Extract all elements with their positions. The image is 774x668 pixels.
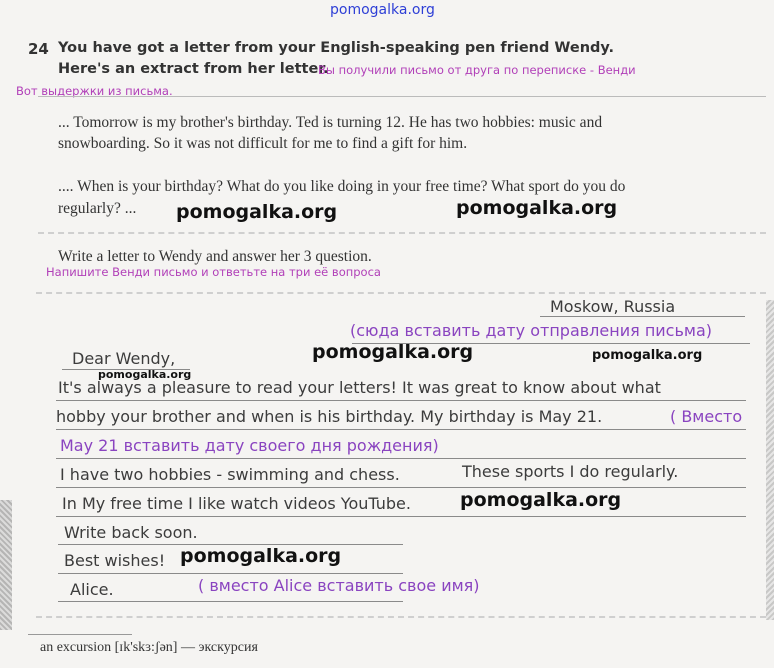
watermark: pomogalka.org bbox=[98, 368, 192, 381]
scan-edge bbox=[766, 300, 774, 620]
exercise-number: 24 bbox=[28, 40, 49, 58]
birthday-note-2: May 21 вставить дату своего дня рождения) bbox=[60, 436, 439, 455]
watermark: pomogalka.org bbox=[180, 545, 342, 567]
instruction-text: Write a letter to Wendy and answer her 3 question. bbox=[58, 248, 372, 265]
ru-note-2: Вот выдержки из письма. bbox=[16, 84, 173, 98]
task-line-2: Here's an extract from her letter. bbox=[58, 61, 329, 77]
writing-line bbox=[540, 316, 745, 317]
writing-line bbox=[58, 573, 403, 574]
task-line-1: You have got a letter from your English-speaking pen friend Wendy. bbox=[58, 40, 615, 56]
site-watermark-top: pomogalka.org bbox=[330, 2, 435, 18]
watermark: pomogalka.org bbox=[312, 341, 474, 363]
scan-edge bbox=[0, 500, 12, 630]
letter-line-2: hobby your brother and when is his birthday. My birthday is May 21. bbox=[56, 407, 603, 426]
ru-note-1: Вы получили письмо от друга по переписке - Венди bbox=[318, 63, 636, 77]
letter-line-1: It's always a pleasure to read your letters! It was great to know about what bbox=[58, 378, 661, 397]
letter-line-7: Best wishes! bbox=[64, 551, 166, 570]
writing-line bbox=[58, 601, 403, 602]
watermark: pomogalka.org bbox=[592, 348, 703, 363]
footnote-rule bbox=[28, 634, 132, 635]
watermark: pomogalka.org bbox=[176, 201, 338, 223]
watermark: pomogalka.org bbox=[460, 489, 622, 511]
letter-line-6: Write back soon. bbox=[64, 523, 198, 542]
signature-note: ( вместо Alice вставить свое имя) bbox=[198, 576, 480, 595]
date-note: (сюда вставить дату отправления письма) bbox=[350, 321, 713, 340]
letter-line-4a: I have two hobbies - swimming and chess. bbox=[60, 465, 400, 484]
instruction-ru: Напишите Венди письмо и ответьте на три её вопроса bbox=[46, 265, 381, 279]
letter-place: Moskow, Russia bbox=[550, 297, 676, 316]
writing-line bbox=[56, 487, 746, 488]
letter-greeting: Dear Wendy, bbox=[72, 349, 176, 368]
extract-line-1: ... Tomorrow is my brother's birthday. Ted is turning 12. He has two hobbies: music and bbox=[58, 114, 603, 131]
letter-signature: Alice. bbox=[70, 580, 114, 599]
footnote: an excursion [ɪk'skɜ:ʃən] — экскурсия bbox=[40, 640, 258, 655]
letter-line-4b: These sports I do regularly. bbox=[462, 462, 679, 481]
extract-line-2: snowboarding. So it was not difficult for me to find a gift for him. bbox=[58, 135, 468, 152]
writing-line bbox=[56, 429, 746, 430]
writing-line bbox=[56, 400, 746, 401]
watermark: pomogalka.org bbox=[456, 197, 618, 219]
birthday-note: ( Вместо bbox=[670, 407, 743, 426]
extract-line-3: .... When is your birthday? What do you like doing in your free time? What sport do you do bbox=[58, 178, 626, 195]
writing-line bbox=[56, 458, 746, 459]
letter-line-5: In My free time I like watch videos YouTube. bbox=[62, 494, 411, 513]
extract-line-4: regularly? ... bbox=[58, 200, 137, 217]
writing-line bbox=[56, 516, 746, 517]
